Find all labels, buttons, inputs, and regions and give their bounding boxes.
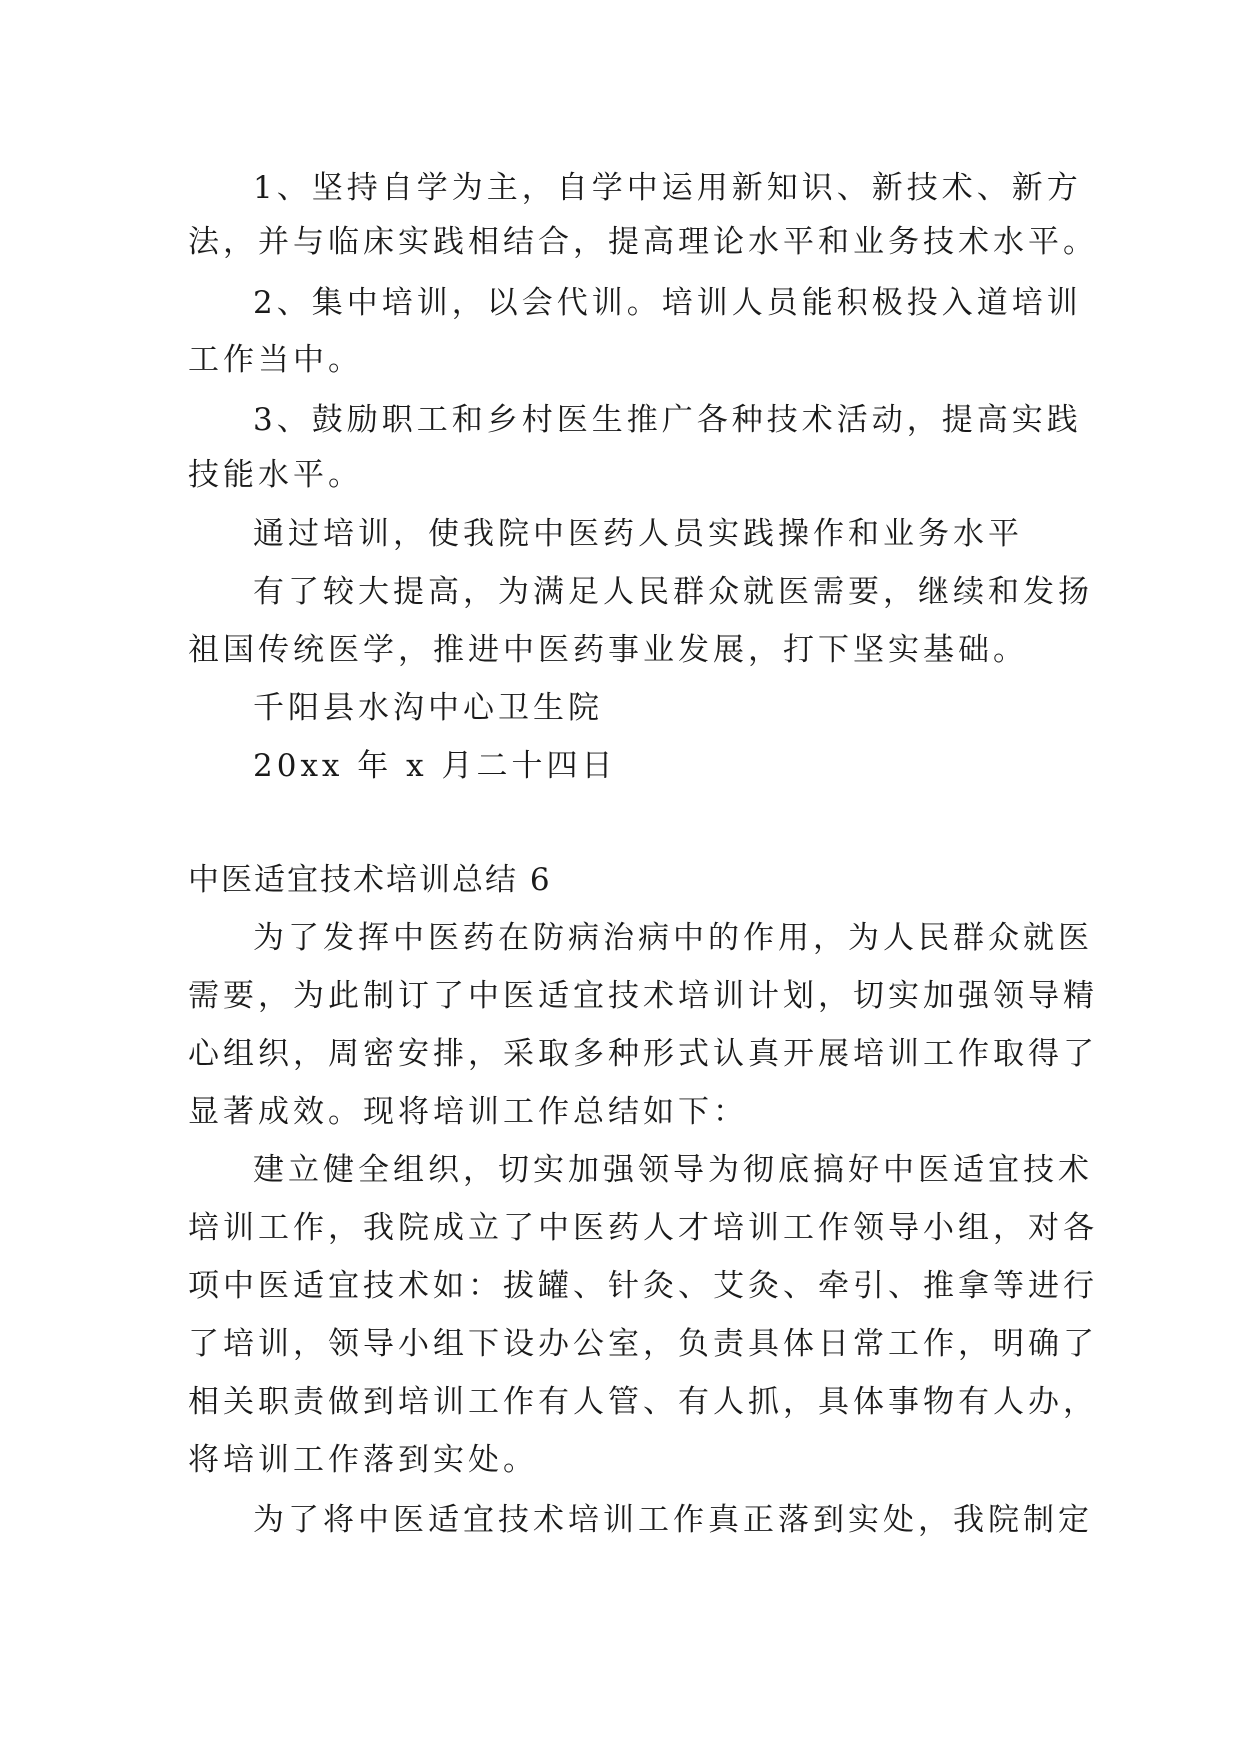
paragraph-line: 有了较大提高，为满足人民群众就医需要，继续和发扬 xyxy=(253,574,1093,610)
paragraph-line: 需要，为此制订了中医适宜技术培训计划，切实加强领导精 xyxy=(188,978,1098,1014)
paragraph-line: 1、坚持自学为主，自学中运用新知识、新技术、新方 xyxy=(253,170,1082,206)
paragraph-line: 相关职责做到培训工作有人管、有人抓，具体事物有人办， xyxy=(188,1384,1098,1420)
paragraph-line: 法，并与临床实践相结合，提高理论水平和业务技术水平。 xyxy=(188,224,1098,260)
paragraph-line: 项中医适宜技术如：拔罐、针灸、艾灸、牵引、推拿等进行 xyxy=(188,1268,1098,1304)
signature-date: 20xx 年 x 月二十四日 xyxy=(253,748,617,784)
paragraph-line: 工作当中。 xyxy=(188,342,363,378)
paragraph-line: 祖国传统医学，推进中医药事业发展，打下坚实基础。 xyxy=(188,632,1028,668)
paragraph-line: 心组织，周密安排，采取多种形式认真开展培训工作取得了 xyxy=(188,1036,1098,1072)
paragraph-line: 2、集中培训，以会代训。培训人员能积极投入道培训 xyxy=(253,285,1082,321)
signature-organization: 千阳县水沟中心卫生院 xyxy=(253,690,603,726)
paragraph-line: 为了发挥中医药在防病治病中的作用，为人民群众就医 xyxy=(253,920,1093,956)
paragraph-line: 建立健全组织，切实加强领导为彻底搞好中医适宜技术 xyxy=(253,1152,1093,1188)
paragraph-line: 通过培训，使我院中医药人员实践操作和业务水平 xyxy=(253,516,1023,552)
paragraph-line: 培训工作，我院成立了中医药人才培训工作领导小组，对各 xyxy=(188,1210,1098,1246)
section-heading: 中医适宜技术培训总结 6 xyxy=(188,862,552,898)
paragraph-line: 了培训，领导小组下设办公室，负责具体日常工作，明确了 xyxy=(188,1326,1098,1362)
paragraph-line: 为了将中医适宜技术培训工作真正落到实处，我院制定 xyxy=(253,1502,1093,1538)
paragraph-line: 将培训工作落到实处。 xyxy=(188,1442,538,1478)
paragraph-line: 技能水平。 xyxy=(188,457,363,493)
paragraph-line: 显著成效。现将培训工作总结如下： xyxy=(188,1094,748,1130)
paragraph-line: 3、鼓励职工和乡村医生推广各种技术活动，提高实践 xyxy=(253,402,1082,438)
